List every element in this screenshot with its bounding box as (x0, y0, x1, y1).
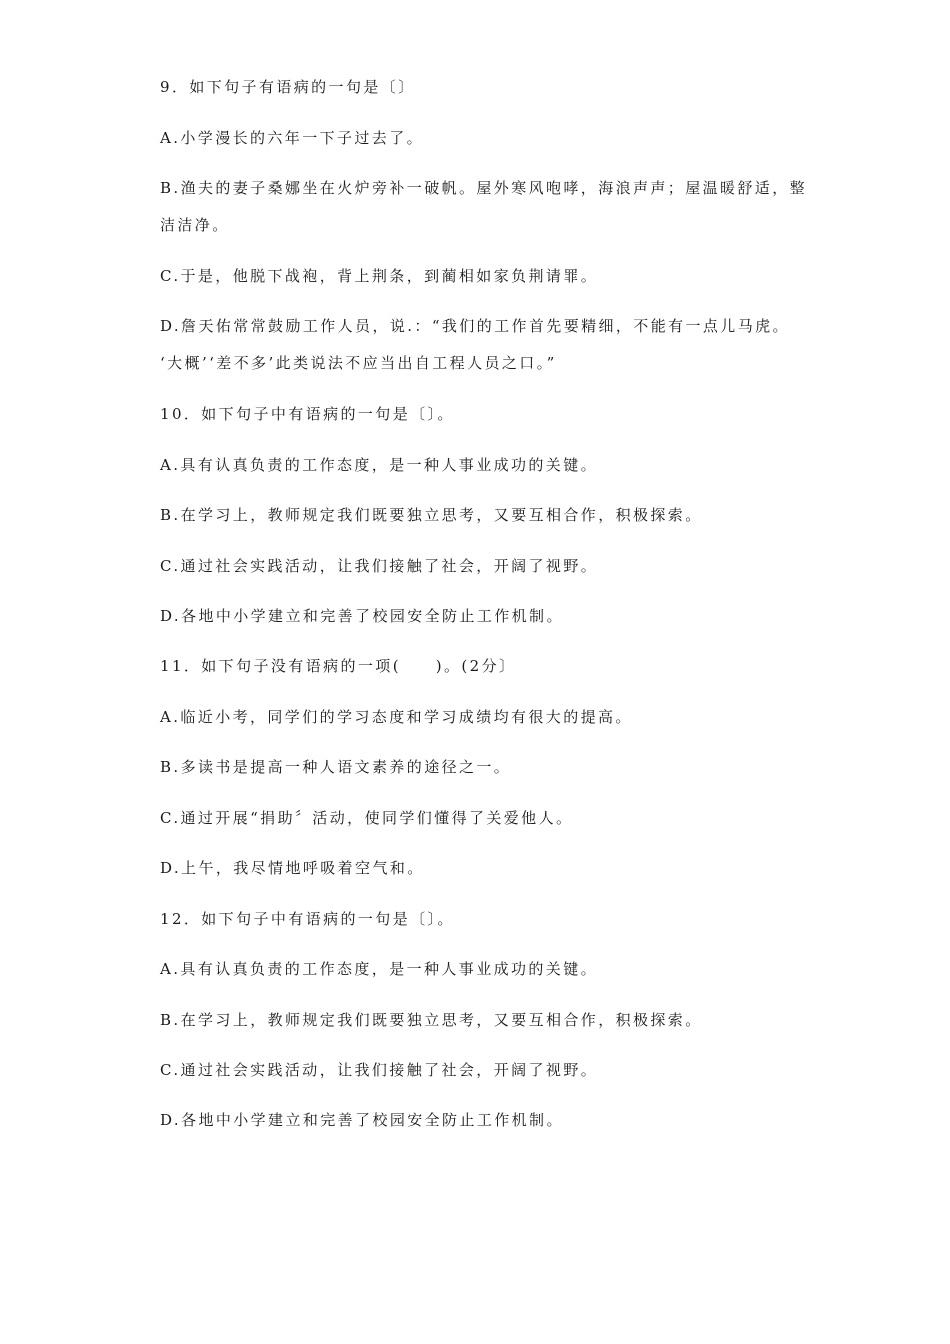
question-9-option-b-cont: 洁洁净。 (160, 216, 230, 234)
question-10-option-b: B.在学习上，教师规定我们既要独立思考，又要互相合作，积极探索。 (160, 506, 703, 524)
question-11-option-d: D.上午，我尽情地呼吸着空气和。 (160, 859, 425, 877)
question-9-option-d-cont: ‘大概’‘差不多’此类说法不应当出自工程人员之口。” (160, 354, 557, 372)
question-9-option-c: C.于是，他脱下战袍，背上荆条，到蔺相如家负荆请罪。 (160, 267, 599, 285)
question-11-option-a: A.临近小考，同学们的学习态度和学习成绩均有很大的提高。 (160, 708, 633, 726)
question-10-option-d: D.各地中小学建立和完善了校园安全防止工作机制。 (160, 607, 564, 625)
question-9-option-a: A.小学漫长的六年一下子过去了。 (160, 129, 425, 147)
question-12-option-c: C.通过社会实践活动，让我们接触了社会，开阔了视野。 (160, 1061, 599, 1079)
question-12-option-a: A.具有认真负责的工作态度，是一种人事业成功的关键。 (160, 960, 599, 978)
question-11-stem: 11．如下句子没有语病的一项( )。(2分〕 (160, 657, 517, 675)
question-10-stem: 10．如下句子中有语病的一句是〔〕。 (160, 405, 455, 423)
question-12-option-b: B.在学习上，教师规定我们既要独立思考，又要互相合作，积极探索。 (160, 1011, 703, 1029)
question-9-option-d: D.詹天佑常常鼓励工作人员，说.：“我们的工作首先要精细，不能有一点儿马虎。 (160, 317, 790, 335)
question-9-option-b: B.渔夫的妻子桑娜坐在火炉旁补一破帆。屋外寒风咆哮，海浪声声；屋温暖舒适，整 (160, 179, 807, 197)
question-11-option-c: C.通过开展“捐助〞活动，使同学们懂得了关爱他人。 (160, 809, 574, 827)
question-9-stem: 9．如下句子有语病的一句是〔〕 (160, 78, 416, 96)
question-12-option-d: D.各地中小学建立和完善了校园安全防止工作机制。 (160, 1111, 564, 1129)
question-12-stem: 12．如下句子中有语病的一句是〔〕。 (160, 910, 455, 928)
question-10-option-a: A.具有认真负责的工作态度，是一种人事业成功的关键。 (160, 456, 599, 474)
question-10-option-c: C.通过社会实践活动，让我们接触了社会，开阔了视野。 (160, 557, 599, 575)
question-11-option-b: B.多读书是提高一种人语文素养的途径之一。 (160, 758, 512, 776)
